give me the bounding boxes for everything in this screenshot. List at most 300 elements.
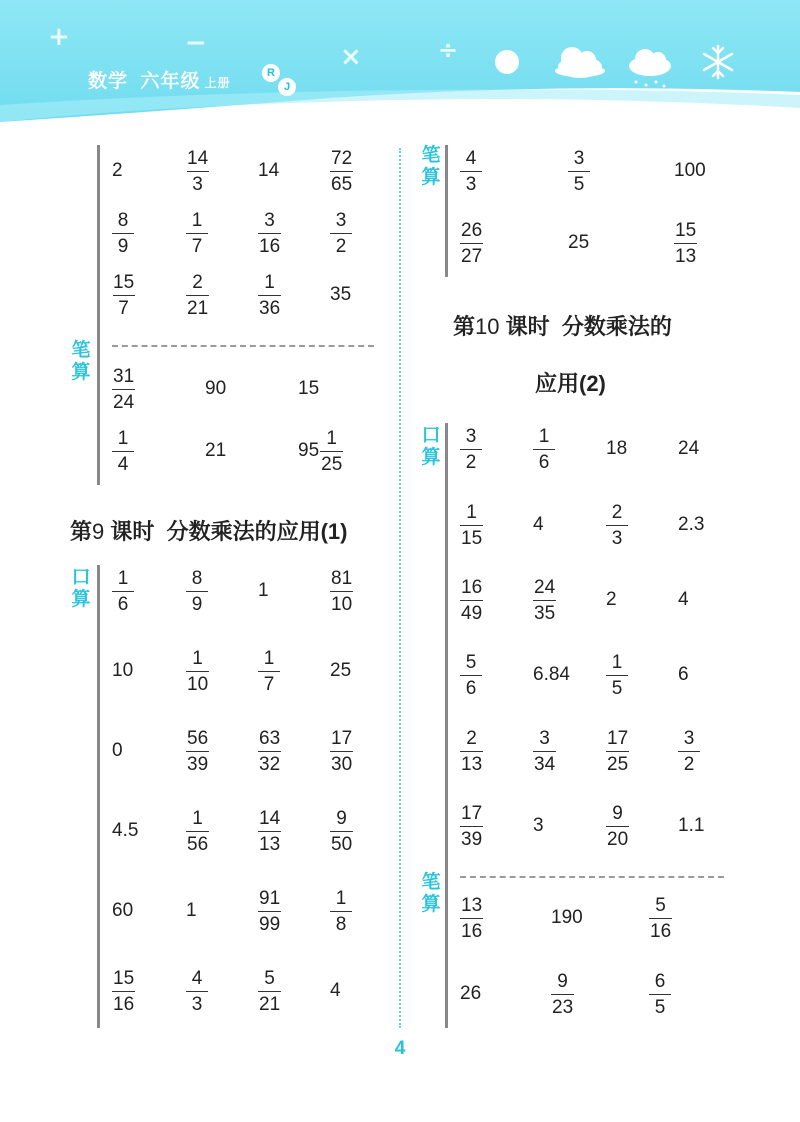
denominator: 5 [568,171,590,194]
denominator: 20 [606,826,629,849]
answer-row [100,885,385,937]
denominator: 39 [460,826,483,849]
answer-cell [186,145,209,197]
fraction [330,809,353,854]
answer-row [100,805,385,857]
kousuan-char-1: 口 [421,425,441,446]
fraction [330,889,352,934]
answer-cell [330,565,353,617]
answer-value: 3 [533,815,544,836]
answer-cell [205,425,226,477]
plus-icon: + [48,22,70,52]
answer-cell [258,805,281,857]
numerator: 81 [331,567,353,589]
numerator: 1 [192,647,203,669]
bisuan-label-left [70,340,92,384]
answer-cell [606,800,629,852]
answer-cell [330,207,352,259]
lesson-10-suffix: 课时 分数乘法的 [499,314,672,339]
times-icon: × [340,42,362,72]
fraction [112,429,134,474]
denominator: 2 [330,233,352,256]
numerator: 1 [117,567,129,589]
fraction [460,149,482,194]
answer-value: 2 [606,589,617,610]
answer-cell [678,800,704,852]
numerator: 1 [192,807,203,829]
lesson-10-title-line2: 应用(2) [535,371,606,396]
answer-row [100,645,385,697]
numerator: 14 [259,807,281,829]
answer-cell [551,892,583,944]
numerator: 1 [263,647,275,669]
numerator: 72 [331,147,353,169]
denominator: 49 [460,600,483,623]
answer-value: 24 [678,438,700,459]
header-banner [0,0,800,125]
fraction [258,889,281,934]
lesson-9-block [97,565,385,1028]
answer-cell [533,423,555,475]
answer-value: 2.3 [678,514,705,535]
answer-row [448,499,728,551]
bisuan-label-right [420,872,442,916]
denominator: 65 [330,171,353,194]
bisuan-char-1: 笔 [71,340,91,361]
answer-row [100,965,385,1017]
answer-cell [533,725,556,777]
numerator: 2 [466,727,477,749]
numerator: 1 [466,501,477,523]
lesson-10-prefix: 第 [453,314,476,339]
answer-row [448,725,728,777]
answer-row [100,725,385,777]
denominator: 35 [533,600,556,623]
answer-cell [460,217,483,269]
denominator: 6 [460,675,482,698]
numerator: 9 [612,802,623,824]
denominator: 13 [460,751,483,774]
answer-cell [112,725,123,777]
answer-value: 4 [678,589,689,610]
answer-row [448,423,728,475]
fraction [674,221,697,266]
denominator: 3 [187,171,209,194]
denominator: 21 [258,991,281,1014]
answer-cell [568,145,590,197]
denominator: 16 [258,233,281,256]
answer-cell [258,885,281,937]
answer-cell [112,425,134,477]
fraction [258,809,281,854]
answer-cell [674,145,706,197]
kousuan-label-left [70,567,92,611]
denominator: 7 [258,671,280,694]
answer-value: 14 [258,160,280,181]
denominator: 5 [649,994,671,1017]
sun-icon [495,50,519,74]
answer-cell [460,145,482,197]
answer-cell [330,805,353,857]
bisuan-separator-right [460,876,724,878]
fraction [186,211,208,256]
answer-cell [606,574,617,626]
answer-row [100,207,385,259]
fraction [112,569,134,614]
answer-cell [258,645,280,697]
answer-cell [112,965,135,1017]
fraction [460,729,483,774]
numerator: 63 [259,727,281,749]
bisuan-char-2: 算 [421,167,441,188]
numerator: 15 [113,271,135,293]
answer-cell [258,565,269,617]
numerator: 5 [264,967,275,989]
numerator: 56 [187,727,209,749]
kousuan-char-1: 口 [71,567,91,588]
page-header [0,0,800,125]
answer-cell [460,649,482,701]
answer-value: 10 [112,660,134,681]
answer-cell [298,363,319,415]
answer-row [100,269,385,321]
numerator: 91 [259,887,281,909]
denominator: 30 [330,751,353,774]
lesson-10-title-line1 [453,310,672,341]
numerator: 24 [534,576,556,598]
numerator: 1 [335,887,347,909]
numerator: 17 [331,727,353,749]
fraction [186,969,208,1014]
answer-cell [112,269,135,321]
fraction [649,972,671,1017]
answer-cell [533,499,544,551]
answer-cell [460,423,482,475]
numerator: 17 [461,802,483,824]
answer-value: 4 [330,980,341,1001]
numerator: 31 [113,365,135,387]
answer-cell [205,363,226,415]
denominator: 6 [112,591,134,614]
answer-value: 21 [205,440,227,461]
numerator: 1 [264,271,275,293]
answer-cell [649,892,672,944]
numerator: 4 [465,147,477,169]
answer-cell [460,499,483,551]
answer-value: 6.84 [533,664,570,685]
answer-cell [186,565,208,617]
fraction [606,653,628,698]
answer-cell [112,645,133,697]
denominator: 3 [460,171,482,194]
fraction [258,649,280,694]
answer-cell [533,574,556,626]
answer-cell [258,207,281,259]
answer-value: 15 [298,378,320,399]
fraction [258,729,281,774]
answer-row [448,968,728,1020]
denominator: 8 [330,911,352,934]
fraction [186,809,209,854]
answer-cell [678,574,689,626]
denominator: 2 [460,449,482,472]
answer-cell [678,423,699,475]
answer-cell [533,649,570,701]
numerator: 1 [538,425,550,447]
denominator: 9 [112,233,134,256]
denominator: 13 [258,831,281,854]
bisuan-char-2: 算 [71,362,91,383]
answer-cell [678,499,704,551]
fraction [186,569,208,614]
denominator: 99 [258,911,281,934]
lesson-9-suffix: 课时 分数乘法的应用(1) [104,519,348,544]
answer-row [100,363,385,415]
answer-cell [112,207,134,259]
answer-value: 4 [533,514,544,535]
numerator: 15 [113,967,135,989]
answer-cell [330,145,353,197]
numerator: 3 [539,727,550,749]
answer-cell [186,207,208,259]
answer-value: 60 [112,900,134,921]
fraction [258,211,281,256]
numerator: 14 [187,147,209,169]
answer-value: 26 [460,983,482,1004]
numerator: 15 [675,219,697,241]
fraction [112,969,135,1014]
kousuan-char-2: 算 [71,589,91,610]
denominator: 34 [533,751,556,774]
numerator: 3 [465,425,477,447]
numerator: 2 [192,271,203,293]
fraction [460,578,483,623]
denominator: 25 [606,751,629,774]
denominator: 56 [186,831,209,854]
answer-value: 18 [606,438,628,459]
kousuan-char-2: 算 [421,447,441,468]
fraction [330,729,353,774]
answer-cell [606,725,629,777]
answer-cell [112,885,133,937]
bisuan-label-right-top [420,145,442,189]
answer-value: 90 [205,378,227,399]
denominator: 27 [460,243,483,266]
fraction [533,729,556,774]
denominator: 23 [551,994,574,1017]
denominator: 32 [258,751,281,774]
fraction [330,149,353,194]
answer-value: 190 [551,907,583,928]
numerator: 3 [573,147,585,169]
fraction [649,896,672,941]
denominator: 6 [533,449,555,472]
fraction [186,273,209,318]
fraction [186,649,209,694]
denominator: 16 [460,918,483,941]
answer-cell [112,145,123,197]
denominator: 39 [186,751,209,774]
fraction [460,221,483,266]
lesson-9-title [70,515,348,546]
answer-value: 1.1 [678,815,705,836]
denominator: 10 [330,591,353,614]
answer-value: 100 [674,160,706,181]
fraction [460,503,483,548]
numerator: 26 [461,219,483,241]
answer-cell [330,965,341,1017]
fraction [551,972,574,1017]
denominator: 9 [186,591,208,614]
denominator: 50 [330,831,353,854]
numerator: 5 [465,651,477,673]
left-top-block [97,145,385,485]
answer-value: 1 [258,580,269,601]
fraction [186,149,209,194]
lesson-10-block [445,423,728,1028]
numerator: 5 [655,894,666,916]
denominator: 10 [186,671,209,694]
answer-cell [258,269,281,321]
answer-cell [186,805,209,857]
answer-row [448,574,728,626]
lesson-9-prefix: 第 [70,519,93,544]
denominator: 24 [112,389,135,412]
lesson-10-number: 10 [475,314,500,339]
minus-icon: − [185,28,207,58]
numerator: 9 [557,970,568,992]
right-top-block [445,145,728,277]
numerator: 13 [461,894,483,916]
denominator: 15 [460,525,483,548]
answer-row [448,800,728,852]
fraction [258,273,281,318]
answer-cell [186,885,197,937]
answer-cell [460,800,483,852]
bisuan-char-2: 算 [421,894,441,915]
answer-cell [258,725,281,777]
kousuan-label-right [420,425,442,469]
fraction [112,211,134,256]
answer-value: 2 [112,160,123,181]
answer-cell [112,363,135,415]
answer-row [448,217,728,269]
fraction [330,211,352,256]
fraction [460,653,482,698]
answer-cell [330,645,351,697]
answer-cell [258,965,281,1017]
answer-cell [186,725,209,777]
denominator: 2 [678,751,700,774]
volume-label: 上册 [204,76,231,90]
answer-cell [258,145,279,197]
fraction [460,804,483,849]
denominator: 7 [113,295,135,318]
answer-cell [330,885,352,937]
bisuan-char-1: 笔 [421,145,441,166]
answer-row [448,649,728,701]
numerator: 3 [264,209,275,231]
bisuan-separator-left [112,345,374,347]
answer-cell [649,968,671,1020]
fraction [533,427,555,472]
answer-row [100,565,385,617]
answer-cell [186,965,208,1017]
answer-cell [186,269,209,321]
answer-cell [606,649,628,701]
fraction [606,503,628,548]
fraction [533,578,556,623]
numerator: 8 [191,567,203,589]
answer-cell [330,269,351,321]
answer-cell [186,645,209,697]
answer-value: 35 [330,284,352,305]
numerator: 17 [607,727,629,749]
answer-value: 25 [568,232,590,253]
denominator: 25 [320,451,343,474]
numerator: 1 [611,651,623,673]
lesson-9-number: 9 [92,519,105,544]
fraction [460,896,483,941]
answer-cell [460,968,481,1020]
denominator: 36 [258,295,281,318]
numerator: 1 [117,427,129,449]
answer-cell [674,217,697,269]
fraction [112,273,135,318]
answer-cell [460,574,483,626]
answer-cell [533,800,544,852]
fraction [460,427,482,472]
book-title [88,66,231,93]
answer-cell [330,725,353,777]
numerator: 1 [191,209,203,231]
whole-part: 95 [298,440,320,461]
denominator: 3 [186,991,208,1014]
denominator: 13 [674,243,697,266]
numerator: 6 [654,970,666,992]
denominator: 5 [606,675,628,698]
answer-cell [606,499,628,551]
denominator: 16 [112,991,135,1014]
answer-cell [298,425,343,477]
answer-row [100,425,385,477]
answer-cell [551,968,574,1020]
numerator: 4 [191,967,203,989]
fraction [568,149,590,194]
bisuan-char-1: 笔 [421,872,441,893]
fraction [186,729,209,774]
column-divider [399,148,401,1028]
numerator: 1 [326,427,337,449]
answer-cell [678,649,689,701]
answer-value: 1 [186,900,197,921]
numerator: 3 [335,209,347,231]
numerator: 3 [683,727,695,749]
fraction [606,729,629,774]
fraction [678,729,700,774]
answer-row [448,145,728,197]
answer-cell [460,725,483,777]
answer-row [100,145,385,197]
answer-value: 6 [678,664,689,685]
answer-value: 25 [330,660,352,681]
denominator: 21 [186,295,209,318]
answer-cell [568,217,589,269]
answer-row [448,892,728,944]
denominator: 16 [649,918,672,941]
fraction [606,804,629,849]
fraction [330,569,353,614]
